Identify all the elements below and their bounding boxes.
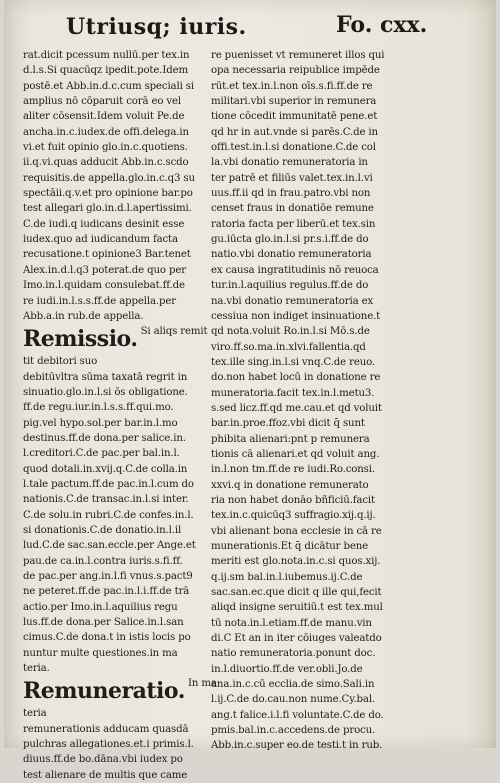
text-line: pmis.bal.in.c.accedens.de procu. bbox=[211, 725, 376, 737]
text-line: quod dotali.in.xvij.q.C.de colla.in bbox=[23, 463, 188, 475]
text-line: militari.vbi superior in remunera bbox=[211, 96, 377, 108]
text-line: si donationis.C.de donatio.in.l.il bbox=[23, 524, 182, 536]
text-line: tionis cā alienari.et qd voluit ang. bbox=[211, 448, 380, 460]
text-line: test alienare de multis que came bbox=[23, 769, 188, 781]
left-column bbox=[23, 48, 217, 783]
text-line: rūt.et tex.in.l.non oīs.s.fi.ff.de re bbox=[211, 80, 373, 92]
text-line: pau.de ca.in.l.contra iuris.s.fi.ff. bbox=[23, 555, 183, 567]
text-line: rat.dicit pcessum nullū.per tex.in bbox=[23, 50, 190, 61]
text-line: di.C Et an in iter cōiuges valeatdo bbox=[211, 633, 382, 645]
text-line: s.sed licz.ff.qd me.cau.et qd voluit bbox=[211, 402, 382, 414]
heading-continuation: Si aliqs remit bbox=[140, 326, 208, 338]
text-line: cimus.C.de dona.t in istis locis po bbox=[23, 632, 191, 644]
text-line: C.de iudi.q iudicans desinit esse bbox=[23, 218, 185, 230]
text-line: ne peteret.ff.de pac.in.l.i.ff.de trā bbox=[23, 586, 190, 598]
text-line: nationis.C.de transac.in.l.si inter. bbox=[23, 494, 189, 506]
text-line: ratoria facta per liberū.et tex.sin bbox=[211, 218, 376, 230]
text-line: C.de solu.in rubri.C.de confes.in.l. bbox=[23, 509, 194, 521]
text-line: censet fraus in donatiōe remune bbox=[211, 203, 374, 215]
book-page bbox=[4, 0, 496, 781]
text-line: test allegari glo.in.d.l.apertissimi. bbox=[23, 203, 192, 215]
text-line: natio remuneratoria.ponunt doc. bbox=[211, 648, 376, 660]
text-line: diuus.ff.de bo.dāna.vbi iudex po bbox=[23, 754, 183, 766]
text-line: do.non habet locū in donatione re bbox=[211, 372, 381, 384]
text-line: aliter cōsensit.Idem voluit Pe.de bbox=[23, 111, 185, 123]
text-line: phibita alienari:pnt p remunera bbox=[211, 433, 370, 445]
text-line: na.vbi donatio remuneratoria ex bbox=[211, 295, 374, 307]
text-line: cessiua non indiget insinuatione.t bbox=[211, 310, 381, 322]
text-line: xxvi.q in donatione remunerato bbox=[211, 479, 369, 491]
heading-word: Remuneratio. bbox=[23, 678, 185, 705]
text-line: l.ij.C.de do.cau.non nume.Cy.bal. bbox=[211, 694, 376, 706]
text-line: in.l.diuortio.ff.de ver.obli.Jo.de bbox=[211, 663, 363, 675]
text-line: tex.ille sing.in.l.si vnq.C.de reuo. bbox=[211, 356, 376, 368]
text-line: ana.in.c.cū ecclia.de simo.Sali.in bbox=[211, 679, 375, 691]
text-line: teria. bbox=[23, 663, 50, 675]
text-line: aliqd insigne seruitiū.t est tex.mul bbox=[211, 602, 383, 614]
text-line: gu.iūcta glo.in.l.si pr.s.i.ff.de do bbox=[211, 234, 369, 246]
text-line: d.l.s.Si quacūqz ipedit.pote.Idem bbox=[23, 65, 188, 77]
text-line: vbi alienant bona ecclesie in cā re bbox=[211, 525, 382, 537]
text-line: in.l.non tm.ff.de re iudi.Ro.consi. bbox=[211, 464, 375, 476]
heading-remissio bbox=[23, 324, 209, 354]
text-line: Abb.a.in rub.de appella. bbox=[23, 310, 144, 322]
text-line: de pac.per ang.in.l.fi vnus.s.pact9 bbox=[23, 571, 193, 582]
text-line: re puenisset vt remuneret illos qui bbox=[211, 50, 385, 61]
text-line: opa necessaria reipublice impēde bbox=[211, 65, 380, 77]
text-line: pig.vel hypo.sol.per bar.in.l.mo bbox=[23, 417, 178, 429]
text-line: munerationis.Et q̄ dicātur bene bbox=[211, 541, 369, 552]
text-line: Abb.in.c.super eo.de testi.t in rub. bbox=[211, 740, 383, 752]
text-line: ancha.in.c.iudex.de offi.delega.in bbox=[23, 126, 189, 138]
text-line: requisitis.de appella.glo.in.c.q3 su bbox=[23, 172, 195, 184]
heading-continuation: In ma bbox=[187, 678, 217, 690]
text-line: qd nota.voluit Ro.in.l.si Mō.s.de bbox=[211, 326, 370, 338]
text-line: q.ij.sm bal.in.l.iubemus.ij.C.de bbox=[211, 571, 363, 583]
text-line: pulchras allegationes.et.i primis.l. bbox=[23, 739, 194, 751]
text-line: ex causa ingratitudinis nō reuoca bbox=[211, 264, 379, 276]
text-line: tit debitori suo bbox=[23, 356, 98, 368]
text-line: remunerationis adducam quasdā bbox=[23, 723, 189, 735]
text-line: iudex.quo ad iudicandum facta bbox=[23, 234, 178, 246]
text-line: ter patrē et filiūs valet.tex.in.l.vi bbox=[211, 172, 373, 184]
text-line: ang.t falice.i.l.fi voluntate.C.de do. bbox=[211, 709, 384, 721]
heading-word: Remissio. bbox=[23, 326, 138, 353]
text-line: spectāii.q.v.et pro opinione bar.po bbox=[23, 188, 193, 200]
text-line: sinuatio.glo.in.l.si ōs obligatione. bbox=[23, 386, 188, 398]
text-line: meriti est glo.nota.in.c.si quos.xij. bbox=[211, 556, 381, 568]
folio-number: Fo. cxx. bbox=[336, 12, 428, 38]
text-line: actio.per Imo.in.l.aquilius regu bbox=[23, 601, 178, 613]
text-line: nuntur multe questiones.in ma bbox=[23, 647, 178, 659]
text-line: muneratoria.facit tex.in.l.metu3. bbox=[211, 387, 375, 399]
text-line: ff.de regu.iur.in.l.s.s.ff.qui.mo. bbox=[23, 402, 174, 414]
text-line: recusatione.t opinione3 Bar.tenet bbox=[23, 249, 191, 261]
text-line: uus.ff.ii qd in frau.patro.vbi non bbox=[211, 188, 371, 200]
text-line: teria bbox=[23, 708, 47, 720]
text-line: tex.in.c.quicūq3 suffragio.xij.q.ij. bbox=[211, 510, 376, 522]
text-line: amplius nō cōparuit corā eo vel bbox=[23, 96, 182, 108]
text-line: debitūvltra sūma taxatā regrit in bbox=[23, 371, 188, 383]
text-line: qd hr in aut.vnde si parēs.C.de in bbox=[211, 126, 378, 138]
text-line: la.vbi donatio remuneratoria in bbox=[211, 157, 368, 169]
text-line: re iudi.in.l.s.s.ff.de appella.per bbox=[23, 295, 176, 307]
heading-remuneratio bbox=[23, 676, 217, 706]
text-line: vi.et fuit opinio glo.in.c.quotiens. bbox=[23, 142, 188, 154]
running-title: Utriusq; iuris. bbox=[66, 14, 247, 40]
text-line: Alex.in.d.l.q3 poterat.de quo per bbox=[23, 264, 186, 276]
text-line: l.tale pactum.ff.de pac.in.l.cum do bbox=[23, 478, 194, 490]
text-line: bar.in.proe.ffoz.vbi dicit q̄ sunt bbox=[211, 418, 365, 430]
text-line: tur.in.l.aquilius regulus.ff.de do bbox=[211, 280, 369, 292]
text-line: tione cōcedit immunitatē pene.et bbox=[211, 111, 378, 123]
text-line: natio.vbi donatio remuneratoria bbox=[211, 249, 372, 261]
text-line: ii.q.vi.quas adducit Abb.in.c.scdo bbox=[23, 157, 189, 169]
text-line: lud.C.de sac.san.eccle.per Ange.et bbox=[23, 540, 196, 552]
text-line: Imo.in.l.quidam consulebat.ff.de bbox=[23, 280, 185, 292]
text-line: viro.ff.so.ma.in.xlvi.fallentia.qd bbox=[211, 341, 366, 353]
text-line: l.creditori.C.de pac.per bal.in.l. bbox=[23, 448, 180, 460]
right-column bbox=[211, 48, 411, 754]
text-line: lus.ff.de dona.per Salice.in.l.san bbox=[23, 617, 184, 629]
text-line: postē.et Abb.in.d.c.cum speciali si bbox=[23, 80, 194, 92]
text-line: ria non habet donāo bñficiū.facit bbox=[211, 494, 375, 506]
text-line: offi.test.in.l.si donatione.C.de col bbox=[211, 142, 376, 154]
text-line: tū nota.in.l.etiam.ff.de manu.vin bbox=[211, 617, 372, 629]
text-line: destinus.ff.de dona.per salice.in. bbox=[23, 432, 186, 444]
text-line: sac.san.ec.que dicit q ille qui,fecit bbox=[211, 587, 382, 599]
